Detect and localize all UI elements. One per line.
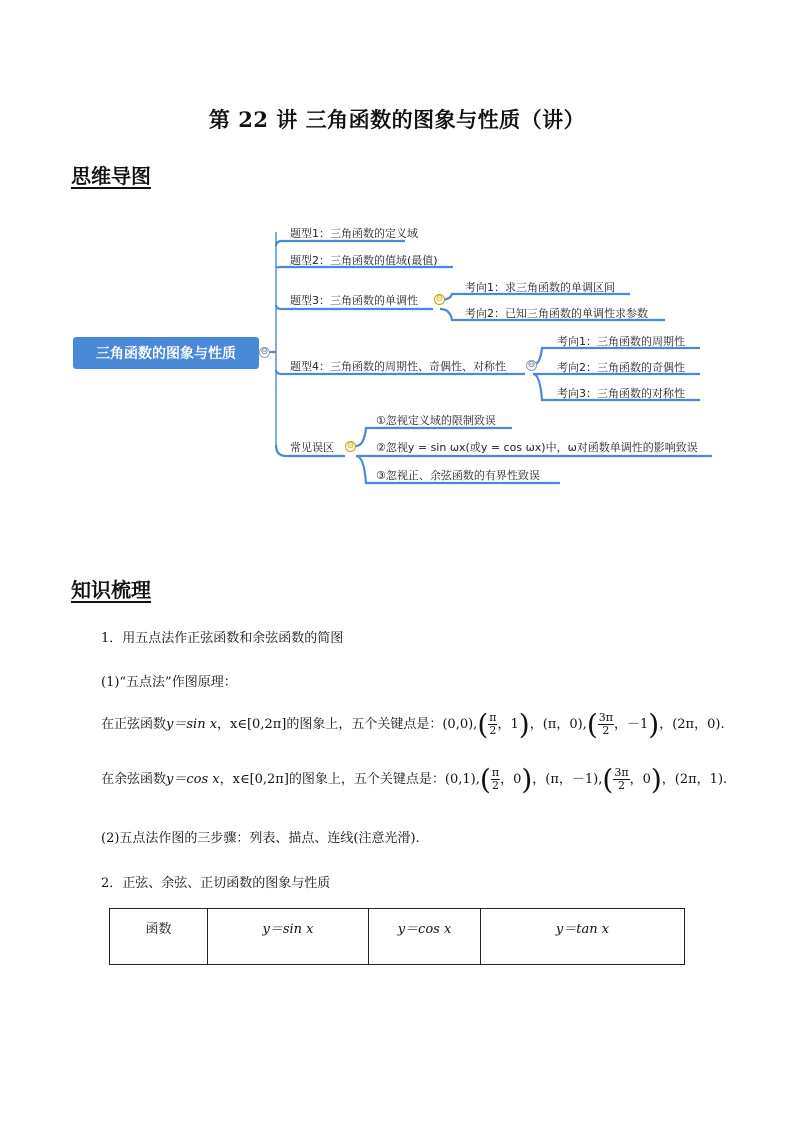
- sin-domain: ，x∈[0,2π]的图象上，五个关键点是：(0,0),: [217, 717, 478, 732]
- table-header-function: 函数: [110, 909, 208, 965]
- cos-domain: ，x∈[0,2π]的图象上，五个关键点是：(0,1),: [219, 772, 480, 787]
- sin-point4-y: －1: [627, 717, 649, 732]
- table-header-cos: y＝cos x: [369, 909, 481, 965]
- collapse-toggle-branch-5[interactable]: ⊖: [346, 441, 355, 451]
- table-row: [110, 909, 685, 965]
- sin-point2-y: 1: [510, 717, 519, 732]
- section-heading-mindmap: 思维导图: [71, 164, 151, 188]
- cos-point2-y: 0: [513, 772, 522, 787]
- collapse-toggle-branch-3[interactable]: ⊖: [435, 294, 444, 304]
- collapse-toggle-branch-4[interactable]: ⊖: [527, 360, 536, 370]
- cos-function: y＝cos x: [166, 772, 220, 787]
- fraction-3pi-over-2: $\frac{3\pi}{2}$: [598, 711, 613, 737]
- paragraph-principle: (1)“五点法”作图原理：: [101, 675, 237, 690]
- mindmap-branch-5: 常见误区: [290, 441, 334, 454]
- section-heading-knowledge: 知识梳理: [71, 578, 151, 602]
- paragraph-three-steps: (2)五点法作图的三步骤：列表、描点、连线(注意光滑).: [101, 831, 420, 846]
- branch-line-1: [276, 241, 405, 246]
- fraction-pi-over-2: $\frac{\pi}{2}$: [489, 711, 497, 737]
- mindmap-branch-4-child-3: 考向3：三角函数的对称性: [557, 387, 685, 400]
- mindmap-branch-5-child-1: ①忽视定义域的限制致误: [376, 414, 496, 427]
- collapse-toggle-root[interactable]: ⊖: [260, 347, 269, 357]
- sin-point3: ，(π，0),: [529, 717, 587, 732]
- mindmap-root: 三角函数的图象与性质: [73, 337, 259, 369]
- paragraph-graph-properties: 2．正弦、余弦、正切函数的图象与性质: [101, 876, 331, 891]
- cos-point3: ，(π，－1),: [532, 772, 603, 787]
- mindmap-branch-5-child-3: ③忽视正、余弦函数的有界性致误: [376, 469, 540, 482]
- sin-prefix: 在正弦函数: [101, 717, 167, 732]
- page-title: 第 22 讲 三角函数的图象与性质（讲）: [208, 107, 586, 132]
- mindmap-branch-5-child-2: ②忽视y = sin ωx(或y = cos ωx)中，ω对函数单调性的影响致误: [376, 441, 698, 454]
- paragraph-five-point-method: 1．用五点法作正弦函数和余弦函数的简图: [101, 631, 344, 646]
- mindmap-branch-4: 题型4：三角函数的周期性、奇偶性、对称性: [290, 360, 506, 373]
- mindmap-branch-4-child-1: 考向1：三角函数的周期性: [557, 335, 685, 348]
- mindmap-branch-4-child-2: 考向2：三角函数的奇偶性: [557, 361, 685, 374]
- paragraph-sin-keypoints: 在正弦函数y＝sin x，x∈[0,2π]的图象上，五个关键点是：(0,0),( $\frac{\pi}{2}$ ，1)，(π，0),( $\frac{3\pi}{2}$ ，－1)，(2π，0).: [101, 708, 725, 741]
- table-header-sin: y＝sin x: [208, 909, 369, 965]
- cos-prefix: 在余弦函数: [101, 772, 167, 787]
- mindmap-branch-1: 题型1：三角函数的定义域: [290, 227, 418, 240]
- sin-function: y＝sin x: [166, 717, 218, 732]
- mindmap-branch-3-child-1: 考向1：求三角函数的单调区间: [465, 281, 615, 294]
- sin-point5: ，(2π，0).: [659, 717, 725, 732]
- cos-point5: ，(2π，1).: [661, 772, 728, 787]
- fraction-3pi-over-2: $\frac{3\pi}{2}$: [614, 766, 629, 792]
- table-header-tan: y＝tan x: [481, 909, 685, 965]
- paragraph-cos-keypoints: 在余弦函数y＝cos x，x∈[0,2π]的图象上，五个关键点是：(0,1),( $\frac{\pi}{2}$ ，0)，(π，－1),( $\frac{3\pi}{2}$ ，0)，(2π，1).: [101, 763, 728, 796]
- fraction-pi-over-2: $\frac{\pi}{2}$: [491, 766, 500, 792]
- mindmap-branch-3-child-2: 考向2：已知三角函数的单调性求参数: [465, 307, 648, 320]
- trig-properties-table: [109, 908, 685, 965]
- mindmap-branch-3: 题型3：三角函数的单调性: [290, 294, 418, 307]
- cos-point4-y: 0: [642, 772, 651, 787]
- mindmap-branch-2: 题型2：三角函数的值域(最值): [290, 254, 438, 267]
